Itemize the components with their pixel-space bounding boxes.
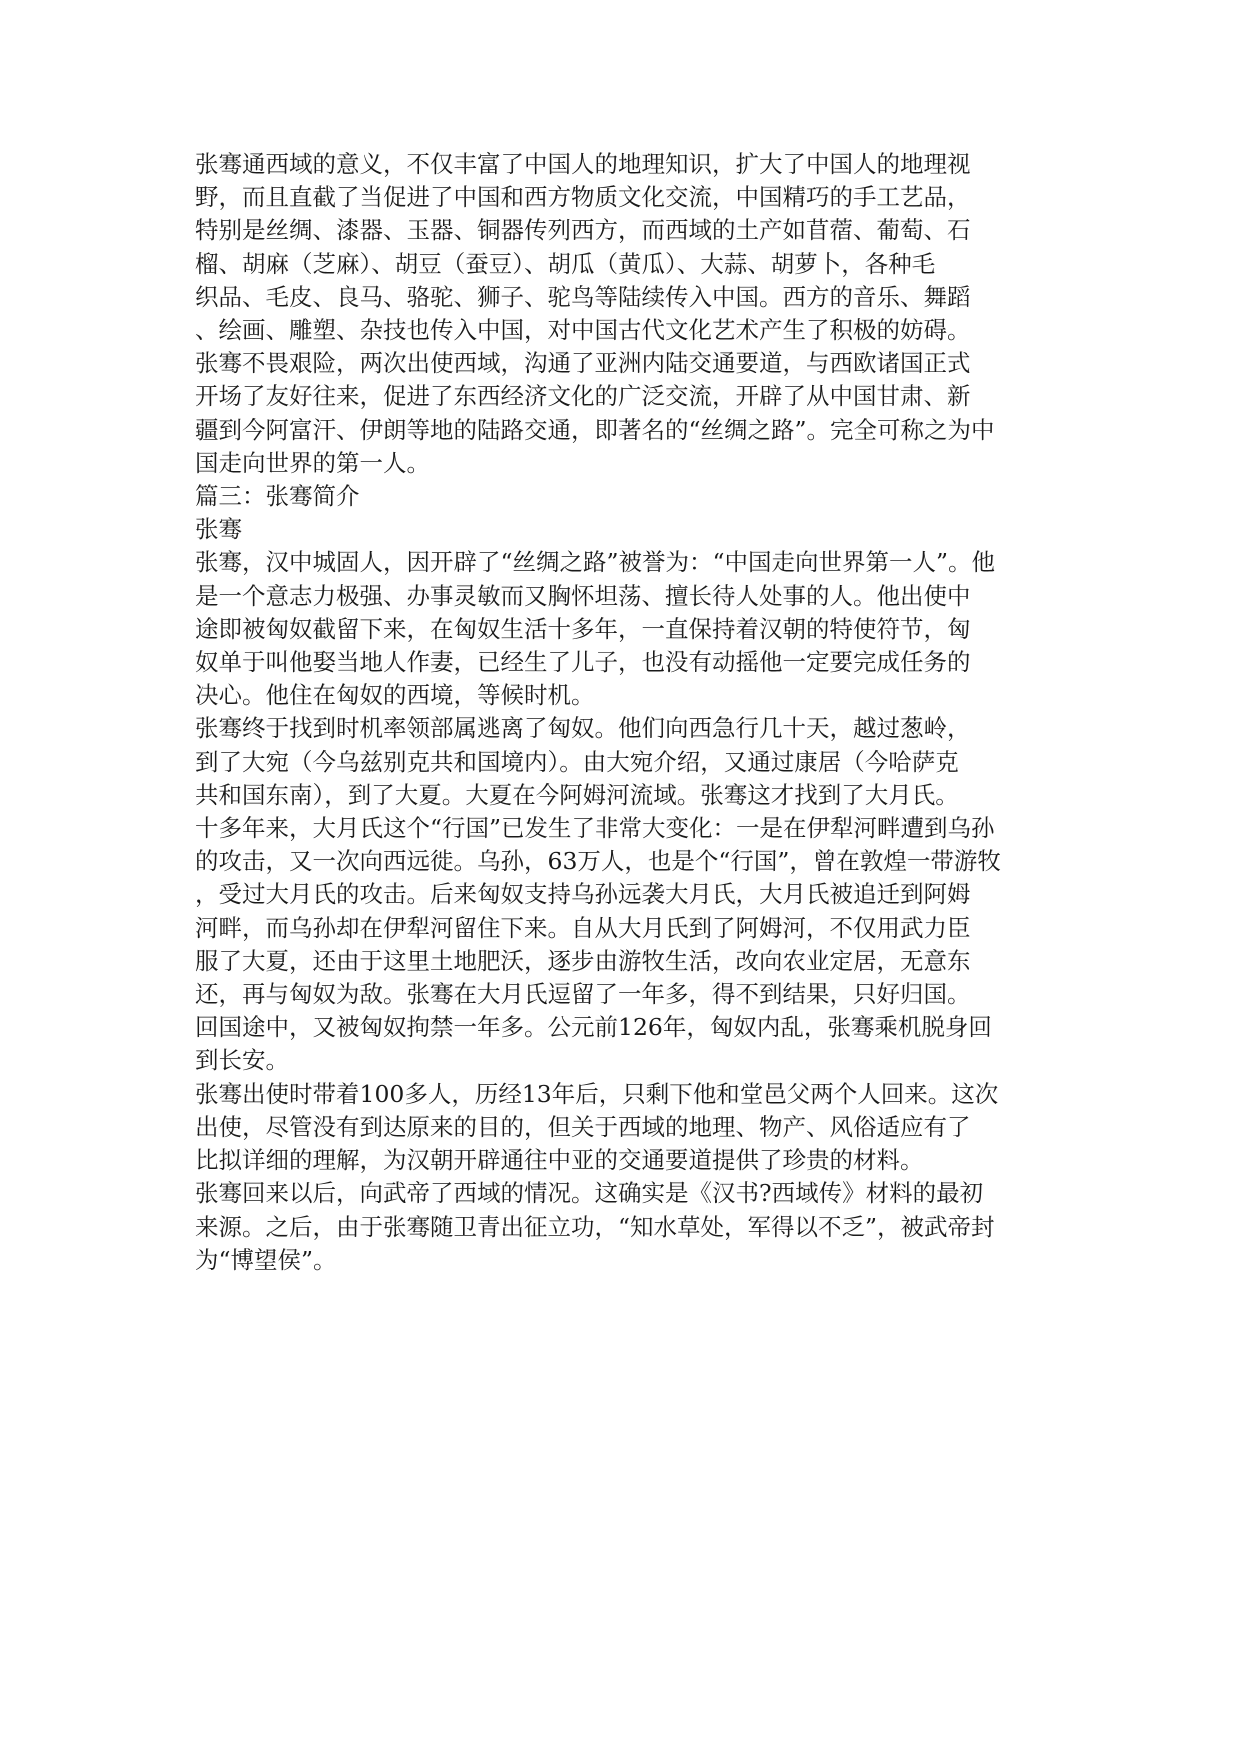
section-heading: 篇三：张骞简介	[195, 482, 360, 511]
text-line-3: 特别是丝绸、漆器、玉器、铜器传列西方，而西域的土产如苜蓿、葡萄、石	[195, 216, 971, 245]
text-line-22: 的攻击，又一次向西远徙。乌孙，63万人，也是个“行国”，曾在敦煌一带游牧	[195, 847, 1001, 876]
text-line-23: ，受过大月氏的攻击。后来匈奴支持乌孙远袭大月氏，大月氏被追迁到阿姆	[195, 880, 971, 909]
text-line-26: 还，再与匈奴为敌。张骞在大月氏逗留了一年多，得不到结果，只好归国。	[195, 980, 971, 1009]
text-line-6: 、绘画、雕塑、杂技也传入中国，对中国古代文化艺术产生了积极的妨碍。	[195, 316, 971, 345]
text-line-20: 共和国东南），到了大夏。大夏在今阿姆河流域。张骞这才找到了大月氏。	[195, 780, 959, 809]
text-line-31: 比拟详细的理解，为汉朝开辟通往中亚的交通要道提供了珍贵的材料。	[195, 1146, 924, 1175]
text-line-16: 奴单于叫他娶当地人作妻，已经生了儿子，也没有动摇他一定要完成任务的	[195, 648, 971, 677]
document-body	[195, 148, 1045, 1277]
text-line-30: 出使，尽管没有到达原来的目的，但关于西域的地理、物产、风俗适应有了	[195, 1112, 971, 1141]
text-line-28: 到长安。	[195, 1046, 289, 1075]
text-line-19: 到了大宛（今乌兹别克共和国境内）。由大宛介绍，又通过康居（今哈萨克	[195, 747, 959, 776]
text-line-7: 张骞不畏艰险，两次出使西域，沟通了亚洲内陆交通要道，与西欧诸国正式	[195, 349, 971, 378]
text-line-34: 为“博望侯”。	[195, 1245, 337, 1274]
text-line-33: 来源。之后，由于张骞随卫青出征立功，“知水草处，军得以不乏”，被武帝封	[195, 1212, 995, 1241]
text-line-9: 疆到今阿富汗、伊朗等地的陆路交通，即著名的“丝绸之路”。完全可称之为中	[195, 415, 995, 444]
text-line-29: 张骞出使时带着100多人，历经13年后，只剩下他和堂邑父两个人回来。这次	[195, 1079, 999, 1108]
text-line-8: 开场了友好往来，促进了东西经济文化的广泛交流，开辟了从中国甘肃、新	[195, 382, 971, 411]
text-line-27: 回国途中，又被匈奴拘禁一年多。公元前126年，匈奴内乱，张骞乘机脱身回	[195, 1013, 992, 1042]
text-line-32: 张骞回来以后，向武帝了西域的情况。这确实是《汉书?西域传》材料的最初	[195, 1179, 984, 1208]
text-line-25: 服了大夏，还由于这里土地肥沃，逐步由游牧生活，改向农业定居，无意东	[195, 946, 971, 975]
text-line-15: 途即被匈奴截留下来，在匈奴生活十多年，一直保持着汉朝的特使符节，匈	[195, 614, 971, 643]
text-line-21: 十多年来，大月氏这个“行国”已发生了非常大变化：一是在伊犁河畔遭到乌孙	[195, 814, 995, 843]
text-line-1: 张骞通西域的意义，不仅丰富了中国人的地理知识，扩大了中国人的地理视	[195, 150, 971, 178]
text-line-2: 野，而且直截了当促进了中国和西方物质文化交流，中国精巧的手工艺品，	[195, 183, 971, 212]
subject-name: 张骞	[195, 515, 242, 544]
text-line-4: 榴、胡麻（芝麻）、胡豆（蚕豆）、胡瓜（黄瓜）、大蒜、胡萝卜，各种毛	[195, 249, 936, 278]
text-line-5: 织品、毛皮、良马、骆驼、狮子、驼鸟等陆续传入中国。西方的音乐、舞蹈	[195, 282, 971, 311]
text-line-13: 张骞，汉中城固人，因开辟了“丝绸之路”被誉为：“中国走向世界第一人”。他	[195, 548, 996, 577]
text-line-18: 张骞终于找到时机率领部属逃离了匈奴。他们向西急行几十天，越过葱岭，	[195, 714, 971, 743]
text-line-24: 河畔，而乌孙却在伊犁河留住下来。自从大月氏到了阿姆河，不仅用武力臣	[195, 913, 971, 942]
text-line-14: 是一个意志力极强、办事灵敏而又胸怀坦荡、擅长待人处事的人。他出使中	[195, 581, 971, 610]
text-line-10: 国走向世界的第一人。	[195, 448, 430, 477]
text-line-17: 决心。他住在匈奴的西境，等候时机。	[195, 681, 595, 710]
